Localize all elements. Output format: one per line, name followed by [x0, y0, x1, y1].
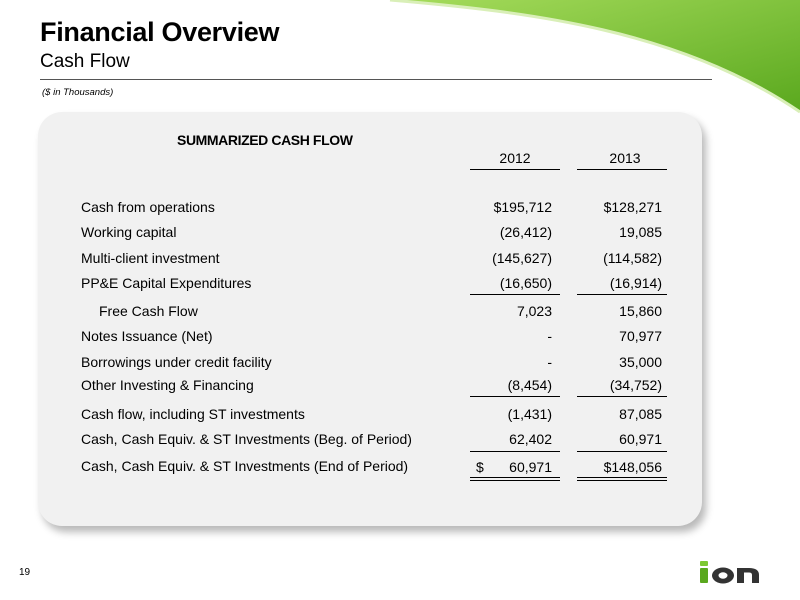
subtotal-rule-2012: [470, 294, 560, 295]
table-title: SUMMARIZED CASH FLOW: [177, 132, 353, 148]
row-value-2012: 62,402: [509, 431, 552, 447]
title-divider: [40, 79, 712, 80]
ion-logo: [699, 559, 763, 585]
subtotal-rule-2013: [577, 294, 667, 295]
row-label-multi-client-investment: Multi-client investment: [81, 250, 220, 266]
row-value-2013: $148,056: [603, 459, 662, 475]
double-rule-2013-top: [577, 477, 667, 478]
row-label-working-capital: Working capital: [81, 224, 177, 240]
row-currency-symbol-2012: $: [476, 459, 484, 475]
page-subtitle: Cash Flow: [40, 51, 130, 72]
row-value-2013: 35,000: [619, 354, 662, 370]
row-value-2012: (26,412): [499, 224, 552, 240]
row-label-notes-issuance: Notes Issuance (Net): [81, 328, 213, 344]
double-rule-2012-bottom: [470, 480, 560, 481]
row-value-2013: 15,860: [619, 303, 662, 319]
row-label-free-cash-flow: Free Cash Flow: [99, 303, 198, 319]
double-rule-2012-top: [470, 477, 560, 478]
row-label-cash-flow-incl-st: Cash flow, including ST investments: [81, 406, 305, 422]
row-value-2013: 87,085: [619, 406, 662, 422]
total-rule-2013: [577, 451, 667, 452]
row-value-2013: 19,085: [619, 224, 662, 240]
units-note: ($ in Thousands): [42, 87, 114, 98]
row-label-borrowings: Borrowings under credit facility: [81, 354, 272, 370]
row-value-2013: 70,977: [619, 328, 662, 344]
page-number: 19: [19, 567, 31, 578]
row-value-2012: (16,650): [499, 275, 552, 291]
row-value-2013: (114,582): [603, 250, 662, 266]
row-value-2012: 7,023: [516, 303, 552, 319]
row-label-ppe-capex: PP&E Capital Expenditures: [81, 275, 252, 291]
row-label-cash-end-period: Cash, Cash Equiv. & ST Investments (End of Period): [81, 458, 409, 474]
row-value-2012: $195,712: [493, 199, 552, 215]
row-label-cash-from-operations: Cash from operations: [81, 199, 215, 215]
double-rule-2013-bottom: [577, 480, 667, 481]
row-label-other-investing-financing: Other Investing & Financing: [81, 377, 254, 393]
page-title: Financial Overview: [40, 17, 280, 47]
subtotal-rule-2012: [470, 396, 560, 397]
row-value-2012: -: [547, 328, 552, 344]
header-underline-2012: [470, 169, 560, 170]
total-rule-2012: [470, 451, 560, 452]
header-underline-2013: [577, 169, 667, 170]
column-header-2013: 2013: [609, 150, 641, 166]
row-value-2013: (16,914): [609, 275, 662, 291]
row-value-2013: 60,971: [619, 431, 662, 447]
row-value-2013: $128,271: [603, 199, 662, 215]
row-value-2012: (1,431): [507, 406, 552, 422]
row-value-2012: 60,971: [509, 459, 552, 475]
row-value-2013: (34,752): [609, 377, 662, 393]
row-value-2012: -: [547, 354, 552, 370]
row-value-2012: (8,454): [507, 377, 552, 393]
green-corner-decoration: [380, 0, 800, 120]
subtotal-rule-2013: [577, 396, 667, 397]
column-header-2012: 2012: [499, 150, 531, 166]
row-value-2012: (145,627): [492, 250, 552, 266]
row-label-cash-beg-period: Cash, Cash Equiv. & ST Investments (Beg. of Period): [81, 431, 412, 447]
